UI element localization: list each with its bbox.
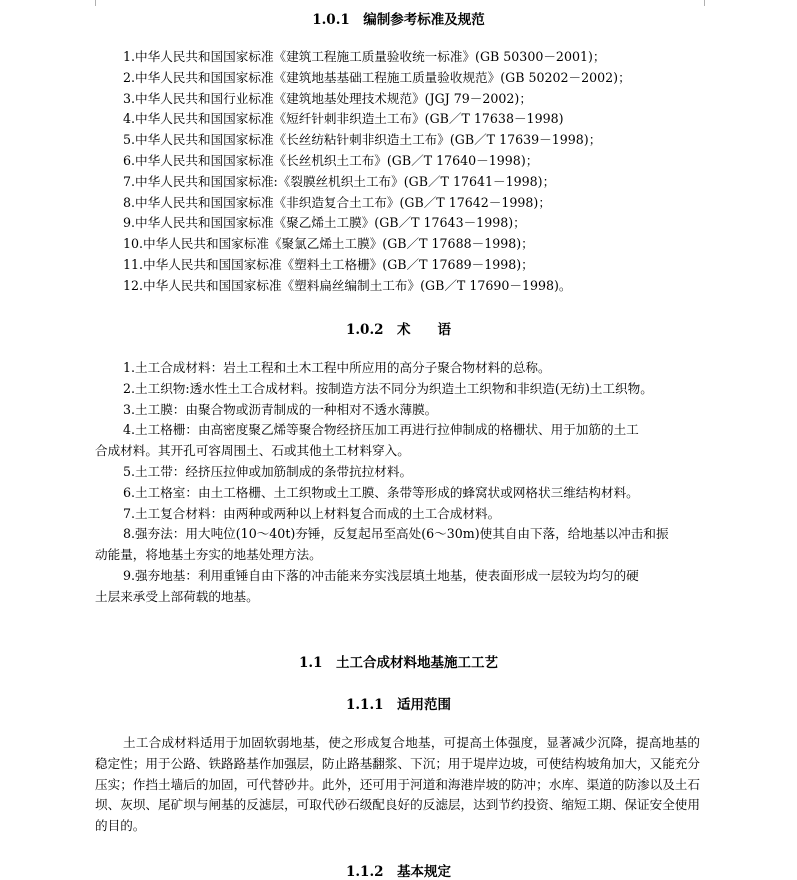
reference-item: 4.中华人民共和国国家标准《短纤针刺非织造土工布》(GB／T 17638－1998) — [123, 111, 564, 127]
page-corner-mark-right — [704, 0, 714, 6]
term-line: 2.土工织物:透水性土工合成材料。按制造方法不同分为织造土工织物和非织造(无纺)土工织物。 — [123, 380, 653, 396]
term-item — [95, 566, 701, 608]
term-line-continued: 土层来承受上部荷载的地基。 — [95, 588, 259, 604]
term-line: 9.强夯地基：利用重锤自由下落的冲击能来夯实浅层填土地基，使表面形成一层较为均匀的硬 — [123, 567, 639, 583]
term-item — [95, 420, 701, 462]
term-line: 6.土工格室：由土工格栅、土工织物或土工膜、条带等形成的蜂窝状或网格状三维结构材料。 — [123, 484, 639, 500]
reference-item: 12.中华人民共和国国家标准《塑料扁丝编制土工布》(GB／T 17690－1998)。 — [123, 277, 572, 293]
term-line: 7.土工复合材料：由两种或两种以上材料复合而成的土工合成材料。 — [123, 505, 501, 521]
reference-standards-list — [123, 47, 723, 297]
term-line-continued: 动能量，将地基土夯实的地基处理方法。 — [95, 547, 322, 563]
reference-item: 6.中华人民共和国国家标准《长丝机织土工布》(GB／T 17640－1998)； — [123, 152, 539, 168]
page-corner-mark-left — [86, 0, 96, 6]
term-line-continued: 合成材料。其开孔可容周围土、石或其他土工材料穿入。 — [95, 443, 410, 459]
term-item — [95, 524, 701, 566]
section-heading-1-1-1: 1.1.1 适用范围 — [345, 697, 452, 713]
term-line: 3.土工膜：由聚合物或沥青制成的一种相对不透水薄膜。 — [123, 401, 438, 417]
reference-item: 5.中华人民共和国国家标准《长丝纺粘针刺非织造土工布》(GB／T 17639－1998)； — [123, 132, 602, 148]
term-line: 4.土工格栅：由高密度聚乙烯等聚合物经挤压加工再进行拉伸制成的格栅状、用于加筋的土工 — [123, 422, 639, 438]
reference-item: 8.中华人民共和国国家标准《非织造复合土工布》(GB／T 17642－1998)； — [123, 194, 551, 210]
term-item — [123, 358, 701, 379]
reference-item: 9.中华人民共和国国家标准《聚乙烯土工膜》(GB／T 17643－1998)； — [123, 215, 526, 231]
scope-paragraph: 土工合成材料适用于加固软弱地基，使之形成复合地基，可提高土体强度，显著减少沉降，提高地基的稳定性；用于公路、铁路路基作加强层，防止路基翻浆、下沉；用于堤岸边坡，可使结构坡角加大，又能充分压实；作挡土墙后的加固，可代替砂井。此外，还可用于河道和海港岸坡的防冲；水库、渠道的防渗以及土石坝、灰坝、尾矿坝与闸基的反滤层，可取代砂石级配良好的反滤层，达到节约投资、缩短工期、保证安全使用的目的。 — [95, 735, 700, 834]
section-heading-1-0-1: 1.0.1 编制参考标准及规范 — [312, 12, 485, 28]
term-item — [123, 462, 701, 483]
reference-item: 10.中华人民共和国家标准《聚氯乙烯土工膜》(GB／T 17688－1998)； — [123, 236, 534, 252]
reference-item: 2.中华人民共和国国家标准《建筑地基基础工程施工质量验收规范》(GB 50202－2002)； — [123, 69, 631, 85]
reference-item: 3.中华人民共和国行业标准《建筑地基处理技术规范》(JGJ 79－2002)； — [123, 90, 532, 106]
term-line: 5.土工带：经挤压拉伸或加筋制成的条带抗拉材料。 — [123, 463, 413, 479]
reference-item: 7.中华人民共和国国家标准:《裂膜丝机织土工布》(GB／T 17641－1998)； — [123, 173, 556, 189]
term-line: 8.强夯法：用大吨位(10～40t)夯锤，反复起吊至高处(6～30m)使其自由下落，给地基以冲击和振 — [123, 526, 669, 542]
reference-item: 1.中华人民共和国国家标准《建筑工程施工质量验收统一标准》(GB 50300－2001)； — [123, 49, 606, 64]
terms-list — [95, 358, 701, 608]
section-heading-1-1: 1.1 土工合成材料地基施工工艺 — [299, 655, 498, 671]
term-item — [123, 379, 701, 400]
term-item — [123, 400, 701, 421]
term-line: 1.土工合成材料：岩土工程和土木工程中所应用的高分子聚合物材料的总称。 — [123, 360, 551, 375]
term-item — [123, 504, 701, 525]
term-item — [123, 483, 701, 504]
reference-item: 11.中华人民共和国国家标准《塑料土工格栅》(GB／T 17689－1998)； — [123, 256, 534, 272]
section-heading-1-1-2: 1.1.2 基本规定 — [345, 864, 452, 880]
section-heading-1-0-2: 1.0.2 术 语 — [345, 322, 452, 338]
